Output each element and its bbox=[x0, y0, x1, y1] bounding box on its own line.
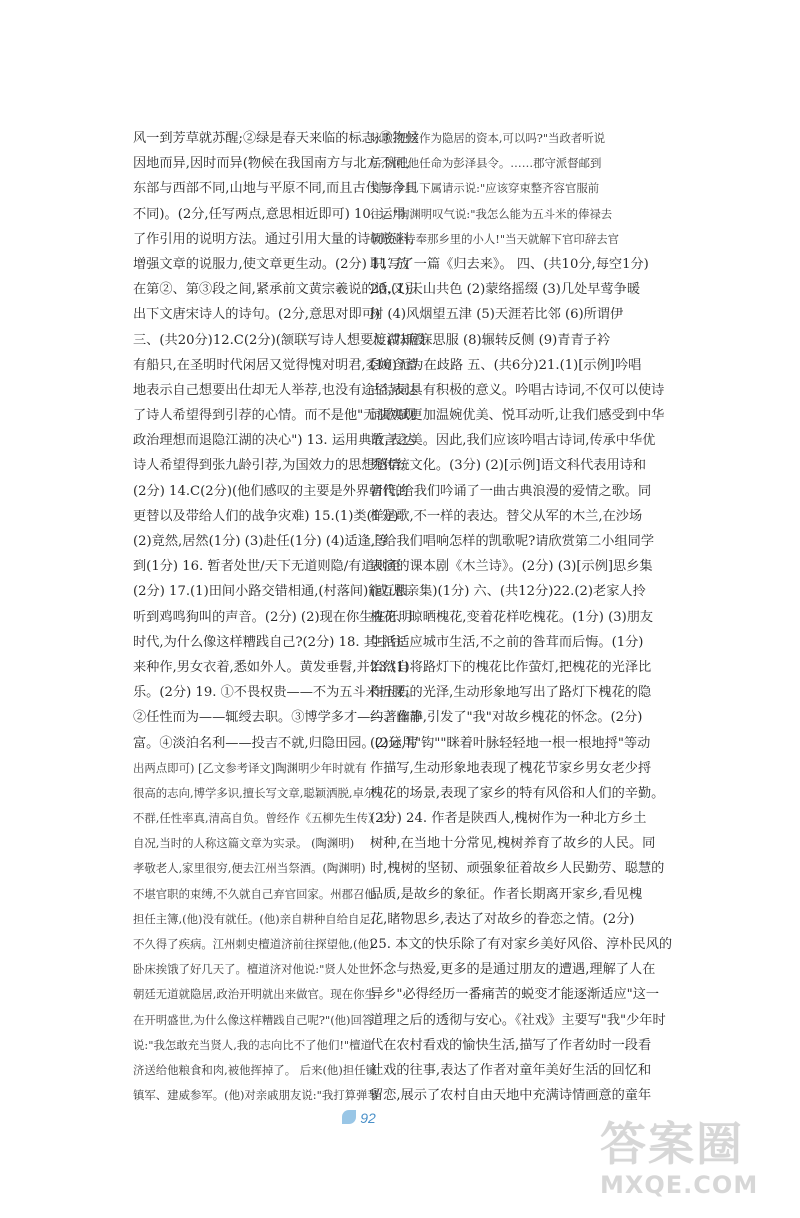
text-line: 富。④淡泊名利——投吉不就,归隐田园。(2分,写 bbox=[133, 735, 419, 751]
text-line: 很高的志向,博学多识,擅长写文章,聪颖洒脱,卓尔 bbox=[133, 785, 376, 800]
text-line: 生活适应城市生活,不之前的昝茸而后悔。(1分) bbox=[370, 634, 644, 650]
text-line: 在开明盛世,为什么像这样糟践自己呢?"(他)回答 bbox=[133, 1012, 374, 1027]
text-line: 时代,为什么像这样糟践自己?(2分) 18. 其中往 bbox=[133, 634, 404, 650]
text-line: ②任性而为——辄绶去职。③博学多才——著作丰 bbox=[133, 710, 424, 726]
text-line: 道理之后的透彻与安心。《社戏》主要写"我"少年时 bbox=[370, 1012, 666, 1028]
text-line: 敬敬业侍奉那乡里的小人!"当天就解下官印辞去官 bbox=[370, 231, 620, 246]
text-line: 出下文唐宋诗人的诗句。(2分,意思对即可) bbox=[133, 307, 381, 323]
text-line: 23.(1)将路灯下的槐花比作萤灯,把槐花的光泽比 bbox=[370, 659, 652, 675]
text-line: 怀念与热爱,更多的是通过朋友的遭遇,理解了人在 bbox=[370, 962, 656, 978]
text-line: 花,睹物思乡,表达了对故乡的眷恋之情。(2分) bbox=[370, 911, 635, 927]
text-line: 了作引用的说明方法。通过引用大量的诗词资料, bbox=[133, 231, 415, 247]
text-line: 在第②、第③段之间,紧承前文黄宗羲说的话,又引 bbox=[133, 282, 419, 298]
flower-icon bbox=[342, 1110, 356, 1124]
text-line: 时,槐树的坚韧、顽强象征着故乡人民勤劳、聪慧的 bbox=[370, 861, 665, 877]
text-line: (2)竟然,居然(1分) (3)赴任(1分) (4)适逢,等 bbox=[133, 534, 389, 549]
text-line: 古诗词具有积极的意义。吟唱古诗词,不仅可以使诗 bbox=[370, 382, 665, 398]
text-line: 东部与西部不同,山地与平原不同,而且古代与今日 bbox=[133, 181, 419, 197]
text-line: 品质,是故乡的象征。作者长期离开家乡,看见槐 bbox=[370, 886, 643, 902]
text-line: 代在农村看戏的愉快生活,描写了作者幼时一段看 bbox=[370, 1037, 652, 1053]
watermark-title: 答案圈 bbox=[600, 1117, 744, 1171]
text-line: 出两点即可) [乙文参考译文]陶渊明少年时就有 bbox=[133, 760, 367, 775]
text-line: 留恋,展示了农村自由天地中充满诗情画意的童年 bbox=[370, 1088, 652, 1104]
text-line: (2分) 24. 作者是陕西人,槐树作为一种北方乡土 bbox=[370, 811, 647, 827]
watermark-url: MXQE.COM bbox=[600, 1171, 759, 1199]
text-line: 诗人希望得到张九龄引荐,为国效力的思想感情。 bbox=[133, 458, 415, 474]
page-number: 92 bbox=[360, 1110, 376, 1126]
text-line: 来种作,男女衣着,悉如外人。黄发垂髫,并怡然自 bbox=[133, 659, 410, 675]
text-line: 政治理想而退隐江湖的决心") 13. 运用典故,表达 bbox=[133, 433, 416, 449]
text-line: 说:"我怎敢充当贤人,我的志向比不了他们!"檀道 bbox=[133, 1037, 372, 1052]
text-line: 乐。(2分) 19. ①不畏权贵——不为五斗米折腰。 bbox=[133, 685, 419, 701]
text-line: 树 (4)风烟望五津 (5)天涯若比邻 (6)所谓伊 bbox=[370, 307, 624, 323]
text-line: 25. 本文的快乐除了有对家乡美好风俗、淳朴民风的 bbox=[370, 937, 673, 952]
text-line: 约、幽静,引发了"我"对故乡槐花的怀念。(2分) bbox=[370, 710, 643, 726]
text-line: 槐花的场景,表现了家乡的特有风俗和人们的辛勤。 bbox=[370, 785, 665, 801]
text-line: 担任主簿,(他)没有就任。(他)亲自耕种自给自足, bbox=[133, 911, 375, 926]
text-line: 增强文章的说服力,使文章更生动。(2分) 11. 放 bbox=[133, 256, 410, 272]
text-line: 不堪官职的束缚,不久就自己弃官回家。州郡召他 bbox=[133, 886, 376, 901]
text-line: 济送给他粮食和肉,被他挥掉了。 后来(他)担任镇 bbox=[133, 1062, 377, 1077]
text-line: 异乡"必得经历一番痛苦的蜕变才能逐渐适应"这一 bbox=[370, 987, 660, 1003]
text-line: 自况,当时的人称这篇文章为实录。 (陶渊明) bbox=[133, 836, 355, 851]
text-line: (10)无为在歧路 五、(共6分)21.(1)[示例]吟唱 bbox=[370, 357, 642, 373]
text-line: 因地而异,因时而异(物候在我国南方与北方不同, bbox=[133, 156, 411, 172]
text-line: 词歌赋更加温婉优美、悦耳动听,让我们感受到中华 bbox=[370, 408, 665, 424]
text-line: 后,就把他任命为彭泽县令。……郡守派督邮到 bbox=[370, 156, 602, 171]
page-number-badge bbox=[338, 1104, 386, 1132]
text-line: 不群,任性率真,清高自负。曾经作《五柳先生传》以 bbox=[133, 811, 391, 826]
text-line: 往。"陶渊明叹气说:"我怎么能为五斗米的俸禄去 bbox=[370, 206, 613, 221]
text-line: 槐花、晾晒槐花,变着花样吃槐花。(1分) (3)朋友 bbox=[370, 609, 654, 625]
text-line: 卧床挨饿了好几天了。檀道济对他说:"贤人处世, bbox=[133, 962, 374, 977]
text-line: 朝廷无道就隐居,政治开明就出来做官。现在你生 bbox=[133, 987, 376, 1002]
text-line: 更替以及带给人们的战争灾难) 15.(1)类(1分) bbox=[133, 508, 399, 524]
text-line: 孝敬老人,家里很穷,便去江州当祭酒。(陶渊明) bbox=[133, 861, 366, 876]
text-line: 到彭泽县,下属请示说:"应该穿束整齐容官服前 bbox=[370, 181, 600, 196]
text-line: 树种,在当地十分常见,槐树养育了故乡的人民。同 bbox=[370, 836, 656, 852]
text-line: 咏歌,把这作为隐居的资本,可以吗?"当政者听说 bbox=[370, 131, 606, 145]
text-line: 不久得了疾病。江州刺史檀道济前往探望他,(他) bbox=[133, 937, 374, 951]
text-line: 社戏的往事,表达了作者对童年美好生活的回忆和 bbox=[370, 1062, 652, 1078]
text-line: 表演的课本剧《木兰诗》。(2分) (3)[示例]思乡集 bbox=[370, 559, 653, 575]
text-line: 了诗人希望得到引荐的心情。而不是他"无法实现 bbox=[133, 408, 417, 424]
text-line: 镇军、建威参军。(他)对亲戚朋友说:"我打算弹琴 bbox=[133, 1088, 379, 1103]
text-line: (2分) 17.(1)田间小路交错相通,(村落间)能互相 bbox=[133, 584, 408, 600]
text-line: 样是歌,不一样的表达。替父从军的木兰,在沙场 bbox=[370, 508, 643, 524]
text-line: 地表示自己想要出仕却无人举荐,也没有途径,表达 bbox=[133, 382, 419, 398]
text-line: (2)运用"钩""眯着叶脉轻轻地一根一根地捋"等动 bbox=[370, 735, 651, 751]
right-column bbox=[370, 126, 673, 1108]
text-line: 20.(1)天山共色 (2)蒙络摇缀 (3)几处早莺争暖 bbox=[370, 282, 641, 298]
text-line: 职,写了一篇《归去来》。 四、(共10分,每空1分) bbox=[370, 256, 649, 272]
text-line: 音符,给我们吟诵了一曲古典浪漫的爱情之歌。同 bbox=[370, 483, 652, 499]
watermark-logo bbox=[600, 1118, 790, 1214]
left-column bbox=[133, 126, 426, 1108]
text-line: 作玉石的光泽,生动形象地写出了路灯下槐花的隐 bbox=[370, 685, 652, 701]
text-line: 人 (7)寤寐思服 (8)辗转反侧 (9)青青子衿 bbox=[370, 332, 611, 348]
text-line: 三、(共20分)12.C(2分)(颔联写诗人想要渡湖却没 bbox=[133, 332, 426, 348]
text-line: (或:思亲集)(1分) 六、(共12分)22.(2)老家人拎 bbox=[370, 584, 646, 600]
text-line: 秀传统文化。(3分) (2)[示例]语文科代表用诗和 bbox=[370, 458, 647, 474]
text-line: 风一到芳草就苏醒;②绿是春天来临的标志;③物候 bbox=[133, 131, 419, 146]
text-line: 有船只,在圣明时代闲居又觉得愧对明君,委婉含蓄 bbox=[133, 357, 419, 373]
text-line: 到(1分) 16. 暂者处世/天下无道则隐/有道则至 bbox=[133, 559, 401, 575]
text-line: 语言之美。因此,我们应该吟唱古诗词,传承中华优 bbox=[370, 433, 656, 449]
text-line: 上给我们唱响怎样的凯歌呢?请欣赏第二小组同学 bbox=[370, 534, 655, 549]
text-line: 听到鸡鸣狗叫的声音。(2分) (2)现在你生在开明 bbox=[133, 609, 412, 625]
text-line: (2分) 14.C(2分)(他们感叹的主要是外界朝代的 bbox=[133, 483, 409, 499]
text-line: 不同)。(2分,任写两点,意思相近即可) 10. 运用 bbox=[133, 206, 406, 222]
text-line: 作描写,生动形象地表现了槐花节家乡男女老少捋 bbox=[370, 760, 652, 776]
